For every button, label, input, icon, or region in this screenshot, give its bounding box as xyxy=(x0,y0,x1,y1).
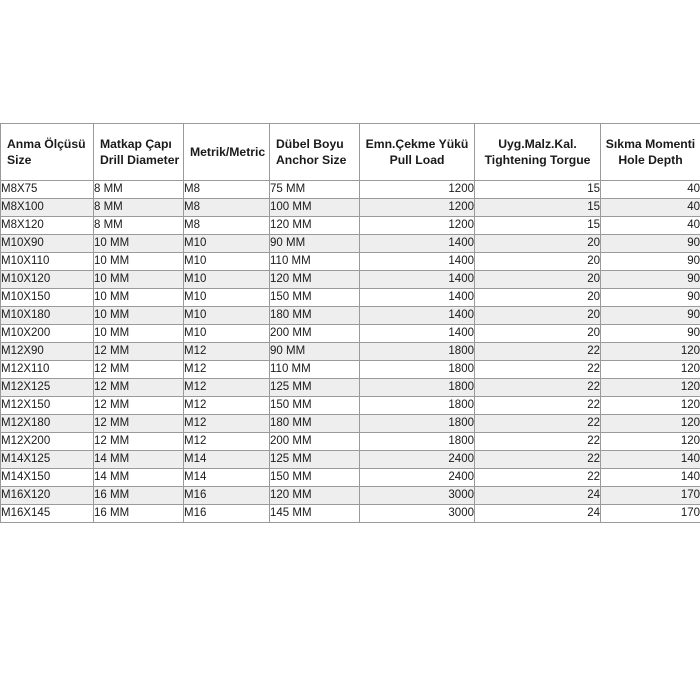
cell-anchor-size: 200 MM xyxy=(270,433,360,451)
cell-anchor-size: 110 MM xyxy=(270,253,360,271)
cell-drill-diameter: 12 MM xyxy=(94,415,184,433)
column-header-size-line2: Size xyxy=(7,153,32,167)
cell-metric: M12 xyxy=(184,361,270,379)
cell-anchor-size: 125 MM xyxy=(270,451,360,469)
cell-tightening-torque: 20 xyxy=(475,253,601,271)
cell-tightening-torque: 24 xyxy=(475,505,601,523)
cell-anchor-size: 90 MM xyxy=(270,343,360,361)
cell-drill-diameter: 10 MM xyxy=(94,325,184,343)
column-header-tightening-torque-line1: Uyg.Malz.Kal. xyxy=(498,136,577,151)
cell-pull-load: 2400 xyxy=(360,469,475,487)
cell-size: M12X125 xyxy=(1,379,94,397)
cell-pull-load: 1400 xyxy=(360,325,475,343)
cell-metric: M8 xyxy=(184,199,270,217)
cell-size: M12X180 xyxy=(1,415,94,433)
cell-tightening-torque: 22 xyxy=(475,361,601,379)
cell-metric: M10 xyxy=(184,289,270,307)
cell-drill-diameter: 10 MM xyxy=(94,289,184,307)
cell-hole-depth: 120 xyxy=(601,397,700,415)
cell-hole-depth: 170 xyxy=(601,487,700,505)
cell-hole-depth: 90 xyxy=(601,307,700,325)
column-header-hole-depth-line2: Hole Depth xyxy=(618,153,683,167)
column-header-pull-load-line1: Emn.Çekme Yükü xyxy=(365,136,469,151)
table-row xyxy=(1,199,700,217)
cell-anchor-size: 200 MM xyxy=(270,325,360,343)
cell-anchor-size: 75 MM xyxy=(270,181,360,199)
cell-metric: M10 xyxy=(184,271,270,289)
cell-anchor-size: 150 MM xyxy=(270,289,360,307)
cell-hole-depth: 120 xyxy=(601,433,700,451)
cell-size: M10X110 xyxy=(1,253,94,271)
cell-pull-load: 1800 xyxy=(360,397,475,415)
cell-anchor-size: 145 MM xyxy=(270,505,360,523)
cell-pull-load: 3000 xyxy=(360,487,475,505)
cell-pull-load: 1800 xyxy=(360,379,475,397)
cell-tightening-torque: 22 xyxy=(475,433,601,451)
cell-hole-depth: 40 xyxy=(601,199,700,217)
cell-anchor-size: 90 MM xyxy=(270,235,360,253)
table-header xyxy=(1,124,700,181)
cell-hole-depth: 90 xyxy=(601,271,700,289)
cell-pull-load: 1200 xyxy=(360,199,475,217)
table-row xyxy=(1,379,700,397)
cell-tightening-torque: 20 xyxy=(475,271,601,289)
cell-size: M12X150 xyxy=(1,397,94,415)
cell-size: M12X90 xyxy=(1,343,94,361)
column-header-pull-load-line2: Pull Load xyxy=(389,153,445,167)
cell-tightening-torque: 15 xyxy=(475,199,601,217)
table-row xyxy=(1,289,700,307)
table-row xyxy=(1,469,700,487)
table-row xyxy=(1,343,700,361)
table-header-row xyxy=(1,124,700,181)
cell-pull-load: 1800 xyxy=(360,361,475,379)
cell-drill-diameter: 12 MM xyxy=(94,379,184,397)
cell-hole-depth: 40 xyxy=(601,217,700,235)
cell-tightening-torque: 20 xyxy=(475,325,601,343)
table-row xyxy=(1,235,700,253)
cell-metric: M16 xyxy=(184,505,270,523)
cell-hole-depth: 120 xyxy=(601,343,700,361)
column-header-drill-diameter-line1: Matkap Çapı xyxy=(100,136,172,151)
cell-pull-load: 1400 xyxy=(360,307,475,325)
cell-size: M12X110 xyxy=(1,361,94,379)
cell-drill-diameter: 12 MM xyxy=(94,433,184,451)
table-row xyxy=(1,451,700,469)
column-header-drill-diameter-line2: Drill Diameter xyxy=(100,153,180,167)
cell-pull-load: 3000 xyxy=(360,505,475,523)
cell-drill-diameter: 10 MM xyxy=(94,307,184,325)
table-row xyxy=(1,217,700,235)
cell-tightening-torque: 20 xyxy=(475,289,601,307)
table-row xyxy=(1,307,700,325)
cell-size: M10X120 xyxy=(1,271,94,289)
column-header-hole-depth-line1: Sıkma Momenti xyxy=(605,136,696,151)
cell-drill-diameter: 16 MM xyxy=(94,487,184,505)
column-header-pull-load xyxy=(360,124,475,181)
column-header-anchor-size-line2: Anchor Size xyxy=(276,153,347,167)
cell-tightening-torque: 22 xyxy=(475,379,601,397)
cell-drill-diameter: 8 MM xyxy=(94,199,184,217)
cell-metric: M16 xyxy=(184,487,270,505)
column-header-size xyxy=(1,124,94,181)
table-row xyxy=(1,505,700,523)
cell-metric: M12 xyxy=(184,343,270,361)
cell-pull-load: 1200 xyxy=(360,181,475,199)
cell-pull-load: 2400 xyxy=(360,451,475,469)
cell-anchor-size: 180 MM xyxy=(270,415,360,433)
cell-anchor-size: 120 MM xyxy=(270,487,360,505)
table-row xyxy=(1,361,700,379)
cell-size: M10X150 xyxy=(1,289,94,307)
cell-pull-load: 1400 xyxy=(360,271,475,289)
cell-anchor-size: 120 MM xyxy=(270,271,360,289)
column-header-anchor-size xyxy=(270,124,360,181)
cell-pull-load: 1400 xyxy=(360,235,475,253)
cell-drill-diameter: 8 MM xyxy=(94,181,184,199)
cell-size: M14X150 xyxy=(1,469,94,487)
column-header-drill-diameter xyxy=(94,124,184,181)
cell-pull-load: 1800 xyxy=(360,343,475,361)
cell-tightening-torque: 22 xyxy=(475,397,601,415)
table-row xyxy=(1,487,700,505)
cell-anchor-size: 120 MM xyxy=(270,217,360,235)
cell-metric: M10 xyxy=(184,235,270,253)
cell-anchor-size: 150 MM xyxy=(270,397,360,415)
cell-anchor-size: 100 MM xyxy=(270,199,360,217)
column-header-tightening-torque-line2: Tightening Torgue xyxy=(484,153,591,167)
cell-drill-diameter: 10 MM xyxy=(94,235,184,253)
cell-tightening-torque: 20 xyxy=(475,307,601,325)
cell-drill-diameter: 12 MM xyxy=(94,361,184,379)
table-body xyxy=(1,181,700,523)
cell-pull-load: 1200 xyxy=(360,217,475,235)
cell-metric: M12 xyxy=(184,433,270,451)
cell-size: M10X90 xyxy=(1,235,94,253)
cell-anchor-size: 150 MM xyxy=(270,469,360,487)
cell-hole-depth: 90 xyxy=(601,253,700,271)
cell-hole-depth: 140 xyxy=(601,451,700,469)
cell-size: M10X200 xyxy=(1,325,94,343)
column-header-anchor-size-line1: Dübel Boyu xyxy=(276,136,344,151)
cell-hole-depth: 90 xyxy=(601,325,700,343)
cell-size: M8X120 xyxy=(1,217,94,235)
cell-anchor-size: 125 MM xyxy=(270,379,360,397)
cell-tightening-torque: 15 xyxy=(475,181,601,199)
cell-hole-depth: 120 xyxy=(601,415,700,433)
cell-metric: M12 xyxy=(184,379,270,397)
cell-drill-diameter: 14 MM xyxy=(94,469,184,487)
cell-metric: M14 xyxy=(184,469,270,487)
cell-pull-load: 1400 xyxy=(360,289,475,307)
cell-size: M8X75 xyxy=(1,181,94,199)
cell-hole-depth: 40 xyxy=(601,181,700,199)
table-row xyxy=(1,253,700,271)
cell-metric: M10 xyxy=(184,307,270,325)
column-header-tightening-torque xyxy=(475,124,601,181)
table-row xyxy=(1,433,700,451)
cell-pull-load: 1800 xyxy=(360,433,475,451)
cell-tightening-torque: 22 xyxy=(475,343,601,361)
cell-drill-diameter: 10 MM xyxy=(94,253,184,271)
cell-metric: M8 xyxy=(184,181,270,199)
cell-drill-diameter: 14 MM xyxy=(94,451,184,469)
cell-metric: M8 xyxy=(184,217,270,235)
column-header-metric xyxy=(184,124,270,181)
cell-metric: M10 xyxy=(184,253,270,271)
cell-drill-diameter: 12 MM xyxy=(94,343,184,361)
table-row xyxy=(1,397,700,415)
spec-table-container xyxy=(0,123,700,523)
cell-tightening-torque: 22 xyxy=(475,469,601,487)
table-row xyxy=(1,181,700,199)
cell-metric: M12 xyxy=(184,415,270,433)
cell-drill-diameter: 10 MM xyxy=(94,271,184,289)
cell-anchor-size: 110 MM xyxy=(270,361,360,379)
cell-drill-diameter: 12 MM xyxy=(94,397,184,415)
cell-metric: M14 xyxy=(184,451,270,469)
cell-tightening-torque: 15 xyxy=(475,217,601,235)
cell-pull-load: 1400 xyxy=(360,253,475,271)
cell-metric: M12 xyxy=(184,397,270,415)
column-header-hole-depth xyxy=(601,124,700,181)
cell-drill-diameter: 16 MM xyxy=(94,505,184,523)
cell-size: M8X100 xyxy=(1,199,94,217)
cell-tightening-torque: 22 xyxy=(475,451,601,469)
column-header-metric-line1: Metrik/Metric xyxy=(190,144,266,159)
cell-hole-depth: 90 xyxy=(601,235,700,253)
cell-metric: M10 xyxy=(184,325,270,343)
table-row xyxy=(1,271,700,289)
cell-tightening-torque: 20 xyxy=(475,235,601,253)
table-row xyxy=(1,415,700,433)
cell-hole-depth: 120 xyxy=(601,379,700,397)
cell-tightening-torque: 22 xyxy=(475,415,601,433)
cell-tightening-torque: 24 xyxy=(475,487,601,505)
cell-size: M16X145 xyxy=(1,505,94,523)
cell-size: M16X120 xyxy=(1,487,94,505)
cell-pull-load: 1800 xyxy=(360,415,475,433)
cell-hole-depth: 170 xyxy=(601,505,700,523)
cell-hole-depth: 140 xyxy=(601,469,700,487)
cell-hole-depth: 120 xyxy=(601,361,700,379)
table-row xyxy=(1,325,700,343)
cell-size: M12X200 xyxy=(1,433,94,451)
cell-size: M14X125 xyxy=(1,451,94,469)
cell-anchor-size: 180 MM xyxy=(270,307,360,325)
cell-size: M10X180 xyxy=(1,307,94,325)
cell-hole-depth: 90 xyxy=(601,289,700,307)
anchor-spec-table xyxy=(0,123,700,523)
cell-drill-diameter: 8 MM xyxy=(94,217,184,235)
column-header-size-line1: Anma Ölçüsü xyxy=(7,136,86,151)
